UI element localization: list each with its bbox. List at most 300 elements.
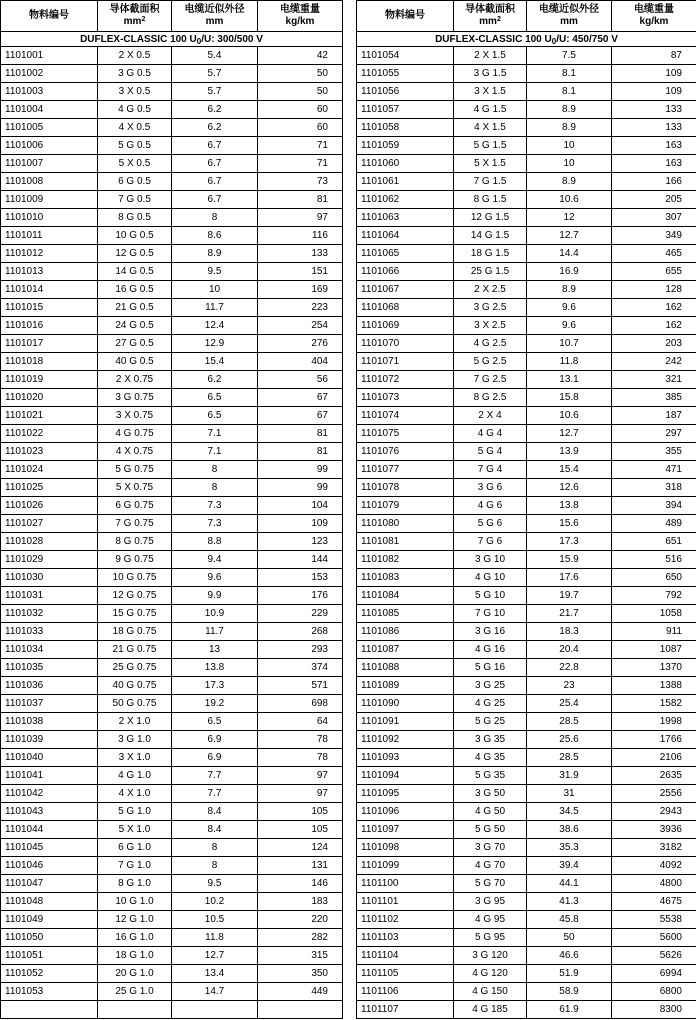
empty-cell [1,1001,98,1019]
table-row [357,371,696,389]
cell-weight: 2556 [612,785,696,803]
cell-weight: 146 [258,875,343,893]
cell-cross-section: 5 G 0.75 [98,461,172,479]
cell-code: 1101036 [1,677,98,695]
cell-code: 1101044 [1,821,98,839]
cell-code: 1101082 [357,551,454,569]
cell-outer-diameter: 8.1 [527,83,612,101]
cell-weight: 60 [258,101,343,119]
left-cable-table [0,0,343,1019]
cell-code: 1101086 [357,623,454,641]
table-row [1,353,343,371]
cell-cross-section: 5 G 2.5 [454,353,527,371]
cell-code: 1101069 [357,317,454,335]
cell-cross-section: 14 G 1.5 [454,227,527,245]
cell-weight: 4800 [612,875,696,893]
cell-weight: 133 [612,119,696,137]
table-row [357,857,696,875]
table-row [357,731,696,749]
empty-row [1,1001,343,1019]
cell-weight: 133 [612,101,696,119]
table-row [1,245,343,263]
cell-weight: 153 [258,569,343,587]
cell-outer-diameter: 9.4 [172,551,258,569]
cell-code: 1101043 [1,803,98,821]
cell-weight: 1998 [612,713,696,731]
table-row [357,299,696,317]
cell-code: 1101107 [357,1001,454,1019]
cell-cross-section: 4 G 10 [454,569,527,587]
cell-weight: 78 [258,731,343,749]
cell-outer-diameter: 9.9 [172,587,258,605]
cell-code: 1101088 [357,659,454,677]
cell-code: 1101068 [357,299,454,317]
cell-outer-diameter: 12.6 [527,479,612,497]
table-row [1,263,343,281]
cell-cross-section: 5 X 0.5 [98,155,172,173]
header-outer-diameter: 电缆近似外径 mm [172,1,258,32]
cell-code: 1101055 [357,65,454,83]
cell-weight: 404 [258,353,343,371]
cell-code: 1101072 [357,371,454,389]
cell-cross-section: 7 G 6 [454,533,527,551]
cell-code: 1101059 [357,137,454,155]
cell-outer-diameter: 16.9 [527,263,612,281]
table-row [1,83,343,101]
cell-weight: 71 [258,137,343,155]
cell-cross-section: 3 X 1.5 [454,83,527,101]
cell-outer-diameter: 14.7 [172,983,258,1001]
cell-outer-diameter: 45.8 [527,911,612,929]
cell-weight: 315 [258,947,343,965]
cell-weight: 4675 [612,893,696,911]
cell-cross-section: 4 G 0.5 [98,101,172,119]
table-row [357,677,696,695]
cell-outer-diameter: 19.7 [527,587,612,605]
cell-outer-diameter: 11.8 [172,929,258,947]
cell-code: 1101027 [1,515,98,533]
table-row [357,137,696,155]
cell-cross-section: 5 G 70 [454,875,527,893]
header-weight: 电缆重量 kg/km [258,1,343,32]
cell-cross-section: 3 G 95 [454,893,527,911]
right-table-body [357,47,696,1019]
table-row [357,83,696,101]
cell-code: 1101051 [1,947,98,965]
table-row [1,425,343,443]
cell-cross-section: 25 G 1.5 [454,263,527,281]
cell-code: 1101048 [1,893,98,911]
cell-code: 1101100 [357,875,454,893]
cell-weight: 516 [612,551,696,569]
cell-weight: 6994 [612,965,696,983]
cell-code: 1101071 [357,353,454,371]
cell-weight: 318 [612,479,696,497]
table-row [1,299,343,317]
table-row [1,479,343,497]
cell-code: 1101084 [357,587,454,605]
table-row [357,461,696,479]
cell-cross-section: 4 G 4 [454,425,527,443]
cell-code: 1101076 [357,443,454,461]
cell-code: 1101029 [1,551,98,569]
cell-cross-section: 4 G 185 [454,1001,527,1019]
cell-code: 1101015 [1,299,98,317]
cell-cross-section: 8 G 0.5 [98,209,172,227]
cell-outer-diameter: 6.5 [172,713,258,731]
cell-weight: 162 [612,317,696,335]
table-row [357,875,696,893]
cell-weight: 3182 [612,839,696,857]
cell-cross-section: 5 G 16 [454,659,527,677]
cell-outer-diameter: 10 [527,155,612,173]
cell-cross-section: 4 G 95 [454,911,527,929]
cell-cross-section: 14 G 0.5 [98,263,172,281]
cell-outer-diameter: 12.7 [527,227,612,245]
cell-cross-section: 18 G 1.0 [98,947,172,965]
table-row [357,623,696,641]
cell-code: 1101077 [357,461,454,479]
cell-cross-section: 5 G 1.5 [454,137,527,155]
cell-outer-diameter: 38.6 [527,821,612,839]
cell-outer-diameter: 10.6 [527,191,612,209]
cell-cross-section: 25 G 0.75 [98,659,172,677]
cell-code: 1101103 [357,929,454,947]
cell-cross-section: 16 G 0.5 [98,281,172,299]
cell-outer-diameter: 58.9 [527,983,612,1001]
table-row [357,515,696,533]
table-row [357,317,696,335]
empty-cell [172,1001,258,1019]
table-row [357,551,696,569]
cell-cross-section: 27 G 0.5 [98,335,172,353]
cell-outer-diameter: 17.3 [172,677,258,695]
cell-cross-section: 7 G 0.5 [98,191,172,209]
cell-code: 1101004 [1,101,98,119]
cell-outer-diameter: 13.4 [172,965,258,983]
cell-code: 1101092 [357,731,454,749]
table-row [357,443,696,461]
cell-code: 1101041 [1,767,98,785]
cell-weight: 651 [612,533,696,551]
cell-outer-diameter: 8.9 [527,119,612,137]
table-row [1,839,343,857]
table-row [357,713,696,731]
cell-outer-diameter: 14.4 [527,245,612,263]
cell-weight: 471 [612,461,696,479]
cell-cross-section: 2 X 2.5 [454,281,527,299]
cell-weight: 655 [612,263,696,281]
cell-cross-section: 24 G 0.5 [98,317,172,335]
cell-cross-section: 3 X 0.75 [98,407,172,425]
cell-weight: 205 [612,191,696,209]
table-row [357,947,696,965]
table-row [357,245,696,263]
cell-outer-diameter: 8.9 [527,281,612,299]
empty-cell [98,1001,172,1019]
cell-cross-section: 5 G 25 [454,713,527,731]
cell-cross-section: 4 G 50 [454,803,527,821]
cell-cross-section: 6 G 0.75 [98,497,172,515]
cell-cross-section: 2 X 4 [454,407,527,425]
cell-cross-section: 4 G 1.5 [454,101,527,119]
cell-weight: 163 [612,155,696,173]
cell-cross-section: 10 G 0.75 [98,569,172,587]
cell-outer-diameter: 15.9 [527,551,612,569]
table-row [357,407,696,425]
cell-outer-diameter: 15.8 [527,389,612,407]
table-row [1,65,343,83]
cell-code: 1101093 [357,749,454,767]
table-row [357,533,696,551]
cell-code: 1101017 [1,335,98,353]
cell-weight: 133 [258,245,343,263]
cell-outer-diameter: 11.7 [172,623,258,641]
cell-outer-diameter: 15.4 [172,353,258,371]
cell-outer-diameter: 8.1 [527,65,612,83]
cell-weight: 1087 [612,641,696,659]
cell-weight: 293 [258,641,343,659]
cell-code: 1101034 [1,641,98,659]
table-row [1,515,343,533]
cell-outer-diameter: 7.3 [172,515,258,533]
table-row [357,479,696,497]
cell-weight: 163 [612,137,696,155]
cell-weight: 268 [258,623,343,641]
cell-code: 1101012 [1,245,98,263]
cell-code: 1101075 [357,425,454,443]
cell-code: 1101097 [357,821,454,839]
table-row [1,623,343,641]
table-row [1,461,343,479]
cell-code: 1101060 [357,155,454,173]
cell-cross-section: 6 G 0.5 [98,173,172,191]
cell-code: 1101102 [357,911,454,929]
cell-cross-section: 12 G 0.75 [98,587,172,605]
cell-code: 1101050 [1,929,98,947]
cell-outer-diameter: 8.9 [172,245,258,263]
cell-outer-diameter: 13.1 [527,371,612,389]
cell-cross-section: 3 G 1.0 [98,731,172,749]
cell-code: 1101062 [357,191,454,209]
cell-outer-diameter: 34.5 [527,803,612,821]
cell-weight: 162 [612,299,696,317]
cell-outer-diameter: 8 [172,839,258,857]
cell-code: 1101022 [1,425,98,443]
cell-weight: 166 [612,173,696,191]
table-row [357,227,696,245]
cell-code: 1101085 [357,605,454,623]
cell-code: 1101037 [1,695,98,713]
table-row [357,965,696,983]
table-row [1,587,343,605]
cell-outer-diameter: 51.9 [527,965,612,983]
table-row [357,353,696,371]
table-row [1,407,343,425]
table-row [1,119,343,137]
cell-code: 1101090 [357,695,454,713]
table-row [1,947,343,965]
cell-weight: 911 [612,623,696,641]
cell-outer-diameter: 8.4 [172,821,258,839]
cell-cross-section: 40 G 0.75 [98,677,172,695]
cell-cross-section: 4 X 0.5 [98,119,172,137]
cell-code: 1101066 [357,263,454,281]
cell-code: 1101019 [1,371,98,389]
cell-weight: 187 [612,407,696,425]
cell-weight: 571 [258,677,343,695]
table-row [357,929,696,947]
table-row [357,173,696,191]
cell-code: 1101042 [1,785,98,803]
cell-cross-section: 7 G 4 [454,461,527,479]
table-row [1,335,343,353]
cell-outer-diameter: 7.7 [172,767,258,785]
cell-outer-diameter: 9.5 [172,263,258,281]
cell-code: 1101028 [1,533,98,551]
cell-outer-diameter: 5.7 [172,65,258,83]
cell-weight: 385 [612,389,696,407]
cell-code: 1101053 [1,983,98,1001]
cell-weight: 109 [612,83,696,101]
cell-weight: 116 [258,227,343,245]
header-code: 物料编号 [1,1,98,32]
table-row [357,155,696,173]
series-row [357,32,696,47]
cell-outer-diameter: 6.2 [172,371,258,389]
cell-weight: 109 [258,515,343,533]
cell-outer-diameter: 10.5 [172,911,258,929]
cell-code: 1101070 [357,335,454,353]
cell-code: 1101052 [1,965,98,983]
cell-code: 1101014 [1,281,98,299]
cell-weight: 81 [258,425,343,443]
table-row [1,767,343,785]
cell-code: 1101009 [1,191,98,209]
cell-outer-diameter: 5.7 [172,83,258,101]
cell-code: 1101094 [357,767,454,785]
cell-outer-diameter: 13.8 [527,497,612,515]
cell-outer-diameter: 6.5 [172,389,258,407]
cell-weight: 109 [612,65,696,83]
cell-cross-section: 5 G 95 [454,929,527,947]
cell-outer-diameter: 6.7 [172,155,258,173]
cell-weight: 87 [612,47,696,65]
cell-weight: 67 [258,407,343,425]
cell-cross-section: 3 G 25 [454,677,527,695]
cell-weight: 123 [258,533,343,551]
cell-weight: 223 [258,299,343,317]
cell-code: 1101083 [357,569,454,587]
table-row [1,209,343,227]
table-row [357,749,696,767]
cell-code: 1101105 [357,965,454,983]
cell-weight: 81 [258,191,343,209]
cell-weight: 1582 [612,695,696,713]
cell-cross-section: 4 G 120 [454,965,527,983]
cell-weight: 97 [258,209,343,227]
cell-cross-section: 4 G 25 [454,695,527,713]
cell-weight: 131 [258,857,343,875]
cell-cross-section: 3 G 35 [454,731,527,749]
cell-weight: 56 [258,371,343,389]
table-row [1,965,343,983]
cell-code: 1101058 [357,119,454,137]
cell-outer-diameter: 7.5 [527,47,612,65]
cell-weight: 276 [258,335,343,353]
cell-weight: 144 [258,551,343,569]
cell-code: 1101067 [357,281,454,299]
cell-cross-section: 4 G 0.75 [98,425,172,443]
table-row [357,101,696,119]
cell-weight: 1370 [612,659,696,677]
cell-code: 1101081 [357,533,454,551]
cell-outer-diameter: 10.7 [527,335,612,353]
table-row [357,1001,696,1019]
cell-cross-section: 5 G 1.0 [98,803,172,821]
table-row [1,893,343,911]
cell-outer-diameter: 8.6 [172,227,258,245]
cell-cross-section: 4 G 70 [454,857,527,875]
cell-code: 1101007 [1,155,98,173]
table-row [357,587,696,605]
cell-code: 1101078 [357,479,454,497]
cell-code: 1101024 [1,461,98,479]
table-row [357,209,696,227]
table-row [1,713,343,731]
cell-cross-section: 12 G 0.5 [98,245,172,263]
table-row [357,335,696,353]
cell-outer-diameter: 12.7 [172,947,258,965]
cell-cross-section: 2 X 0.5 [98,47,172,65]
table-row [357,893,696,911]
header-cross-section: 导体截面积 $mm^2$ [98,1,172,32]
table-row [1,569,343,587]
cell-cross-section: 4 X 0.75 [98,443,172,461]
cell-outer-diameter: 28.5 [527,713,612,731]
cell-weight: 64 [258,713,343,731]
cell-outer-diameter: 7.1 [172,425,258,443]
cell-cross-section: 9 G 0.75 [98,551,172,569]
cell-code: 1101095 [357,785,454,803]
cell-code: 1101035 [1,659,98,677]
table-row [357,767,696,785]
empty-cell [258,1001,343,1019]
series-title: DUFLEX-CLASSIC 100 $U_0/U$: 450/750 V [357,32,696,47]
cell-outer-diameter: 8.9 [527,173,612,191]
cell-weight: 105 [258,821,343,839]
cell-outer-diameter: 31.9 [527,767,612,785]
table-row [1,821,343,839]
table-row [357,911,696,929]
cell-outer-diameter: 6.9 [172,749,258,767]
cell-code: 1101040 [1,749,98,767]
cell-weight: 124 [258,839,343,857]
cell-outer-diameter: 6.7 [172,173,258,191]
cell-outer-diameter: 28.5 [527,749,612,767]
cell-outer-diameter: 11.8 [527,353,612,371]
cell-weight: 99 [258,479,343,497]
cell-cross-section: 7 G 1.5 [454,173,527,191]
header-cross-section: 导体截面积 $mm^2$ [454,1,527,32]
cell-code: 1101096 [357,803,454,821]
cell-weight: 374 [258,659,343,677]
table-row [1,677,343,695]
cell-outer-diameter: 7.7 [172,785,258,803]
table-row [1,389,343,407]
cell-cross-section: 21 G 0.75 [98,641,172,659]
cell-code: 1101005 [1,119,98,137]
